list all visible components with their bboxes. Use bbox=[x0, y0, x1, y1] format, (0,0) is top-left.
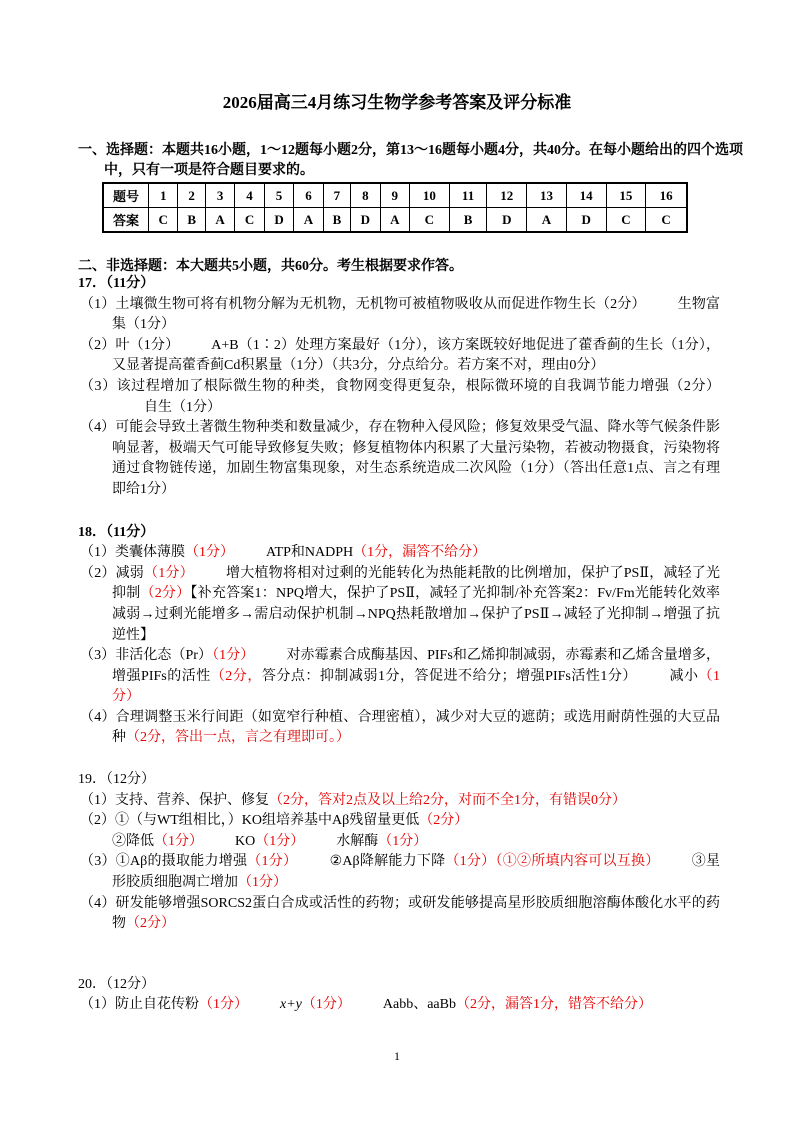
answer-text: （3）①Aβ的摄取能力增强 bbox=[80, 854, 248, 870]
question-number-cell: 5 bbox=[264, 183, 293, 208]
answer-text: （3）该过程增加了根际微生物的种类，食物网变得更复杂，根际微环境的自我调节能力增强（2分） bbox=[80, 378, 720, 394]
question-number-row bbox=[103, 183, 687, 208]
answer-cell: C bbox=[410, 208, 450, 233]
answers-body bbox=[78, 274, 720, 1016]
question-number-cell: 9 bbox=[380, 183, 409, 208]
scoring-note: （2分） bbox=[126, 916, 175, 932]
question-heading: 18．（11分） bbox=[78, 524, 155, 540]
scoring-note: （1分） bbox=[255, 833, 305, 849]
question-number-cell: 3 bbox=[205, 183, 234, 208]
answer-cell: B bbox=[178, 208, 205, 233]
question-number-cell: 16 bbox=[646, 183, 687, 208]
question-heading: 20．（12分） bbox=[78, 976, 155, 992]
question-number-cell: 10 bbox=[410, 183, 450, 208]
question-heading: 19．（12分） bbox=[78, 772, 155, 788]
scoring-note: （1分） bbox=[247, 854, 298, 870]
answer-cell: D bbox=[487, 208, 527, 233]
answer-text: 自生（1分） bbox=[144, 399, 221, 415]
answer-item bbox=[78, 295, 720, 336]
answer-text: （1）土壤微生物可将有机物分解为无机物，无机物可被植物吸收从而促进作物生长（2分） bbox=[80, 296, 646, 312]
answer-item bbox=[78, 832, 720, 853]
question-number-cell: 11 bbox=[449, 183, 487, 208]
scoring-note: （1分） bbox=[185, 545, 234, 561]
answer-text: （4）合理调整玉米行间距（如宽窄行种植、合理密植），减少对大豆的遮荫；或选用耐荫性强的大豆品种 bbox=[80, 709, 720, 746]
answer-text: ATP和NADPH bbox=[266, 545, 354, 561]
answer-cell: C bbox=[646, 208, 687, 233]
answer-cell: A bbox=[527, 208, 567, 233]
answer-text: （2）①（与WT组相比，）KO组培养基中Aβ残留量更低 bbox=[80, 813, 420, 829]
scoring-note: （1分） bbox=[378, 833, 428, 849]
answer-text: （2）减弱 bbox=[80, 565, 145, 581]
scoring-note: （2分，答出一点，言之有理即可。） bbox=[126, 730, 350, 746]
question-number-cell: 2 bbox=[178, 183, 205, 208]
scoring-note: （2分） bbox=[140, 586, 191, 602]
answer-cell: A bbox=[380, 208, 409, 233]
answer-text: ③星形胶质细胞凋亡增加 bbox=[112, 854, 721, 891]
answer-item bbox=[78, 708, 720, 749]
answer-cell: D bbox=[351, 208, 380, 233]
question-number-cell: 14 bbox=[566, 183, 606, 208]
answer-cell: A bbox=[294, 208, 323, 233]
answer-item bbox=[78, 811, 720, 832]
answer-row bbox=[103, 208, 687, 233]
scoring-note: （2分， bbox=[210, 668, 262, 684]
question-number-cell: 4 bbox=[235, 183, 264, 208]
answer-text: 【补充答案1：NPQ增大，保护了PSⅡ，减轻了光抑制/补充答案2：Fv/Fm光能转化效率减弱→过剩光能增多→需启动保护机制→NPQ热耗散增加→保护了PSⅡ→减轻了光抑制→增强了抗逆性】 bbox=[112, 586, 721, 643]
scoring-note: （1分） bbox=[301, 997, 351, 1013]
scoring-note: （1分） bbox=[199, 997, 248, 1013]
answer-cell: C bbox=[606, 208, 646, 233]
row-label: 题号 bbox=[103, 183, 149, 208]
answer-text: （1）类囊体薄膜 bbox=[80, 545, 185, 561]
scoring-note: （1分） bbox=[212, 648, 255, 664]
answer-item bbox=[78, 852, 720, 893]
answer-text: （4）可能会导致土著微生物种类和数量减少，存在物种入侵风险；修复效果受气温、降水等气候条件影响显著，极端天气可能导致修复失败；修复植物体内积累了大量污染物，若被动物摄食，污染物将通过食物链传递，加剧生物富集现象，对生态系统造成二次风险（1分）（答出任意1点、言之有理即给1分） bbox=[80, 420, 720, 497]
answer-cell: D bbox=[264, 208, 293, 233]
answer-text: KO bbox=[235, 833, 256, 849]
scoring-note: （2分，漏答1分，错答不给分） bbox=[455, 997, 652, 1013]
scoring-note: （2分，答对2点及以上给2分，对而不全1分，有错误0分） bbox=[269, 792, 626, 808]
answer-text: x+y bbox=[280, 997, 302, 1013]
answer-cell: D bbox=[566, 208, 606, 233]
answer-item bbox=[78, 543, 720, 564]
answer-text: 减小 bbox=[668, 668, 699, 684]
answer-text: 答分点：抑制减弱1分，答促进不给分；增强PIFs活性1分） bbox=[261, 668, 637, 684]
scoring-note: （1分）（①②所填内容可以互换） bbox=[445, 854, 660, 870]
answer-text: Aabb、aaBb bbox=[382, 997, 456, 1013]
question-number-cell: 1 bbox=[149, 183, 178, 208]
answer-item bbox=[78, 894, 720, 935]
answer-text: ②Aβ降解能力下降 bbox=[329, 854, 446, 870]
answer-item bbox=[78, 564, 720, 646]
answer-text: （2）叶（1分） bbox=[80, 337, 180, 353]
question-heading: 17．（11分） bbox=[78, 276, 155, 291]
answer-item bbox=[78, 995, 720, 1016]
answer-item bbox=[78, 377, 720, 418]
answer-item bbox=[78, 418, 720, 500]
scoring-note: （1分） bbox=[154, 833, 203, 849]
answer-cell: A bbox=[205, 208, 234, 233]
question-number-cell: 8 bbox=[351, 183, 380, 208]
scoring-note: （2分） bbox=[419, 813, 469, 829]
answer-text: 对赤霉素合成酶基因、PIFs和乙烯抑制减弱，赤霉素和乙烯含量增多，增强PIFs的活性 bbox=[112, 648, 721, 684]
answer-item bbox=[78, 336, 720, 377]
question-number-cell: 15 bbox=[606, 183, 646, 208]
answer-item bbox=[78, 791, 720, 812]
page-number: 1 bbox=[394, 1049, 400, 1063]
question-number-cell: 7 bbox=[323, 183, 350, 208]
question-number-cell: 6 bbox=[294, 183, 323, 208]
answer-cell: C bbox=[235, 208, 264, 233]
answer-cell: B bbox=[323, 208, 350, 233]
page-title: 2026届高三4月练习生物学参考答案及评分标准 bbox=[222, 93, 572, 112]
section-1-heading: 一、选择题：本题共16小题，1～12题每小题2分，第13～16题每小题4分，共40分。在每小题给出的四个选项中，只有一项是符合题目要求的。 bbox=[78, 143, 743, 178]
answer-text: （4）研发能够增强SORCS2蛋白合成或活性的药物；或研发能够提高星形胶质细胞溶酶体酸化水平的药物 bbox=[80, 895, 720, 932]
answer-text: （3）非活化态（Pr） bbox=[80, 648, 213, 664]
answer-text: 增大植物将相对过剩的光能转化为热能耗散的比例增加，保护了PSⅡ，减轻了光抑制 bbox=[112, 565, 720, 602]
answer-text: 水解酶 bbox=[336, 833, 379, 849]
answer-text: 生物富集（1分） bbox=[112, 296, 721, 333]
answer-text: （1）防止自花传粉 bbox=[80, 997, 199, 1013]
scoring-note: （1分） bbox=[112, 668, 720, 705]
section-2-heading: 二、非选择题：本大题共5小题，共60分。考生根据要求作答。 bbox=[78, 259, 463, 274]
answer-cell: C bbox=[149, 208, 178, 233]
answer-text: ②降低 bbox=[112, 833, 154, 849]
question-number-cell: 13 bbox=[527, 183, 567, 208]
answer-item bbox=[78, 646, 720, 708]
row-label: 答案 bbox=[103, 208, 149, 233]
answer-table bbox=[102, 182, 688, 233]
answer-text: A+B（1∶2）处理方案最好（1分），该方案既较好地促进了藿香蓟的生长（1分），又显著提高藿香蓟Cd积累量（1分）（共3分，分点给分。若方案不对，理由0分） bbox=[112, 337, 721, 374]
answer-cell: B bbox=[449, 208, 487, 233]
question-number-cell: 12 bbox=[487, 183, 527, 208]
scoring-note: （1分） bbox=[238, 875, 287, 891]
answer-text: （1）支持、营养、保护、修复 bbox=[80, 792, 269, 808]
scoring-note: （1分） bbox=[144, 565, 194, 581]
scoring-note: （1分，漏答不给分） bbox=[353, 545, 487, 561]
